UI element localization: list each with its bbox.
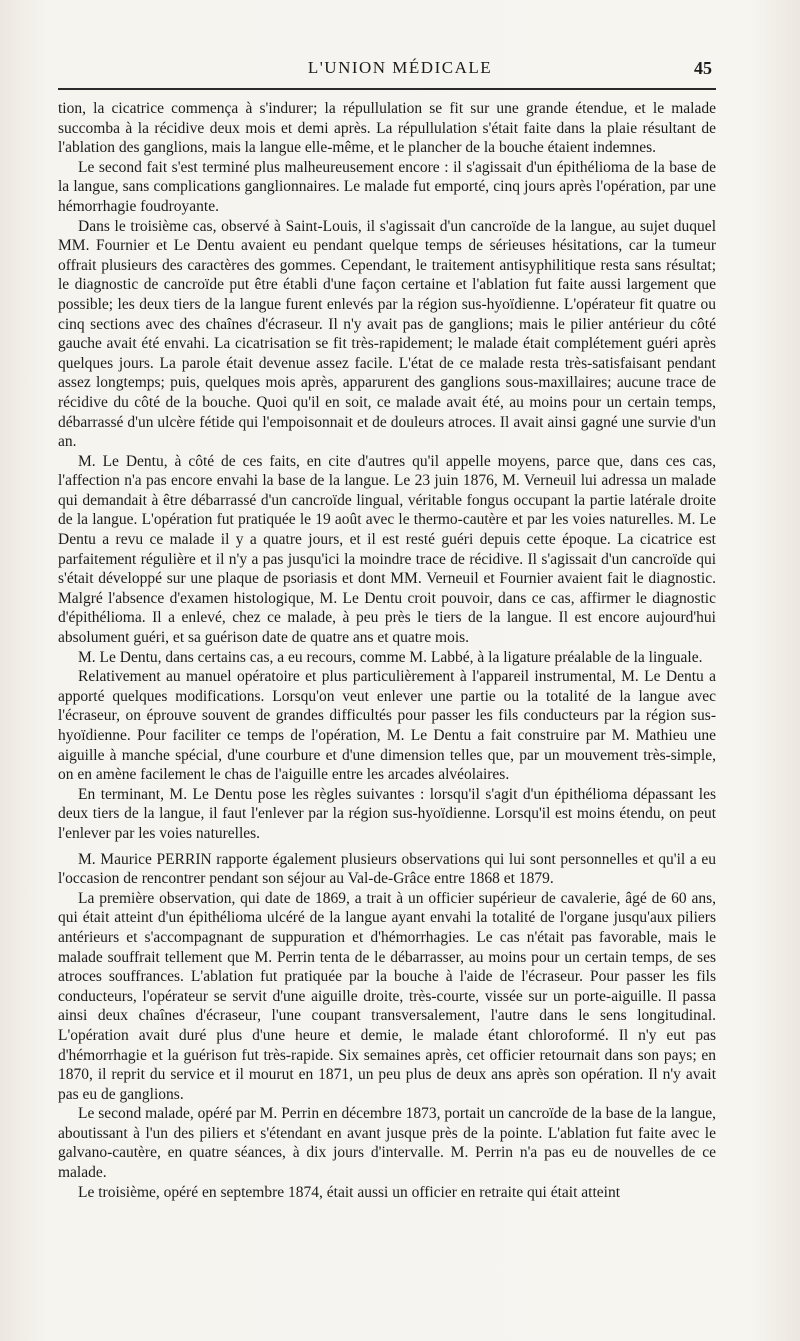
- page-header: [0, 52, 800, 82]
- paragraph: Dans le troisième cas, observé à Saint-Louis, il s'agissait d'un cancroïde de la langue, au sujet duquel MM. Fournier et Le Dentu avaient eu pendant quelque temps de sérieuses hésitations, car la tumeur offrait plusieurs des caractères des gommes. Cependant, le traitement antisyphilitique resta sans résultat; le diagnostic de cancroïde put être établi d'une façon certaine et l'ablation fut faite aussi largement que possible; les deux tiers de la langue furent enlevés par la région sus-hyoïdienne. L'opérateur fit quatre ou cinq sections avec des chaînes d'écraseur. Il n'y avait pas de ganglions; mais le pilier antérieur du côté gauche avait été envahi. La cicatrisation se fit très-rapidement; le malade était complétement guéri après quelques jours. La parole était devenue assez facile. L'état de ce malade resta très-satisfaisant pendant assez longtemps; puis, quelques mois après, apparurent des ganglions sous-maxillaires; aucune trace de récidive du côté de la bouche. Quoi qu'il en soit, ce malade avait été, au moins pour un certain temps, débarrassé d'un ulcère fétide qui l'empoisonnait et de douleurs atroces. Il avait ainsi gagné une survie d'un an.: [58, 217, 716, 451]
- paragraph: Le second fait s'est terminé plus malheureusement encore : il s'agissait d'un épithélioma de la base de la langue, sans complications ganglionnaires. Le malade fut emporté, cinq jours après l'opération, par une hémorrhagie foudroyante.: [58, 158, 716, 215]
- paragraph: M. Maurice PERRIN rapporte également plusieurs observations qui lui sont personnelles et qu'il a eu l'occasion de rencontrer pendant son séjour au Val-de-Grâce entre 1868 et 1879.: [58, 850, 716, 888]
- page-number: 45: [694, 58, 712, 78]
- paragraph: Relativement au manuel opératoire et plus particulièrement à l'appareil instrumental, M. Le Dentu a apporté quelques modifications. Lorsqu'on veut enlever une partie ou la totalité de la langue avec l'écraseur, on éprouve souvent de grandes difficultés pour passer les fils conducteurs par la région sus-hyoïdienne. Pour faciliter ce temps de l'opération, M. Le Dentu a fait construire par M. Mathieu une aiguille à manche spécial, d'une courbure et d'une dimension telles que, par un mouvement très-simple, on en amène facilement le chas de l'aiguille entre les arcades alvéolaires.: [58, 668, 716, 784]
- paragraph: Le second malade, opéré par M. Perrin en décembre 1873, portait un cancroïde de la base de la langue, aboutissant à l'un des piliers et s'étendant en avant jusque près de la pointe. L'ablation fut faite avec le galvano-cautère, en quatre séances, à dix jours d'intervalle. M. Perrin n'a pas eu de nouvelles de ce malade.: [58, 1105, 716, 1182]
- paragraph: M. Le Dentu, dans certains cas, a eu recours, comme M. Labbé, à la ligature préalable de la linguale.: [78, 648, 703, 666]
- paragraph: La première observation, qui date de 1869, a trait à un officier supérieur de cavalerie, âgé de 60 ans, qui était atteint d'un épithélioma ulcéré de la langue ayant envahi la totalité de l'organe jusqu'aux piliers antérieurs et s'accompagnant de suppuration et d'hémorrhagies. Le cas n'était pas favorable, mais le malade souffrait tellement que M. Perrin tenta de le débarrasser, au moins pour un certain temps, de ses atroces souffrances. L'ablation fut pratiquée par la bouche à l'aide de l'écraseur. Pour passer les fils conducteurs, l'opérateur se servit d'une aiguille droite, très-courte, vissée sur un porte-aiguille. Il passa ainsi deux chaînes d'écraseur, l'une coupant transversalement, l'autre dans le sens longitudinal. L'opération avait duré plus d'une heure et demie, le malade étant chloroformé. Il n'y eut pas d'hémorrhagie et la guérison fut très-rapide. Six semaines après, cet officier retournait dans son pays; en 1870, il reprit du service et il mourut en 1871, un peu plus de deux ans après son opération. Il n'y avait pas eu de ganglions.: [58, 889, 716, 1103]
- header-rule: [58, 88, 716, 90]
- paragraph: Le troisième, opéré en septembre 1874, était aussi un officier en retraite qui était atteint: [78, 1183, 621, 1201]
- running-head: L'UNION MÉDICALE: [307, 58, 493, 77]
- article-body: [58, 99, 716, 1202]
- paragraph: M. Le Dentu, à côté de ces faits, en cite d'autres qu'il appelle moyens, parce que, dans ces cas, l'affection n'a pas encore envahi la base de la langue. Le 23 juin 1876, M. Verneuil lui adressa un malade qui demandait à être débarrassé d'un cancroïde lingual, véritable fongus occupant la partie latérale droite de la langue. L'opération fut pratiquée le 19 août avec le thermo-cautère et par les voies naturelles. M. Le Dentu a revu ce malade il y a quatre jours, et il est resté guéri depuis cette époque. La cicatrice est parfaitement régulière et il n'y a pas jusqu'ici la moindre trace de récidive. Il s'agissait d'un cancroïde qui s'était développé sur une plaque de psoriasis et dont MM. Verneuil et Fournier avaient fait le diagnostic. Malgré l'absence d'examen histologique, M. Le Dentu croit pouvoir, dans ce cas, affirmer le diagnostic d'épithélioma. Il a enlevé, chez ce malade, à peu près le tiers de la langue. Il est encore aujourd'hui absolument guéri, et sa guérison date de quatre ans et quatre mois.: [58, 452, 716, 647]
- paragraph: tion, la cicatrice commença à s'indurer; la répullulation se fit sur une grande étendue, et le malade succomba à la récidive deux mois et demi après. La répullulation s'était faite dans la plaie résultant de l'ablation des ganglions, mais la langue elle-même, et le plancher de la bouche étaient indemnes.: [58, 100, 716, 157]
- paragraph: En terminant, M. Le Dentu pose les règles suivantes : lorsqu'il s'agit d'un épithélioma dépassant les deux tiers de la langue, il faut l'enlever par la région sus-hyoïdienne. Lorsqu'il est moins étendu, on peut l'enlever par les voies naturelles.: [58, 785, 716, 842]
